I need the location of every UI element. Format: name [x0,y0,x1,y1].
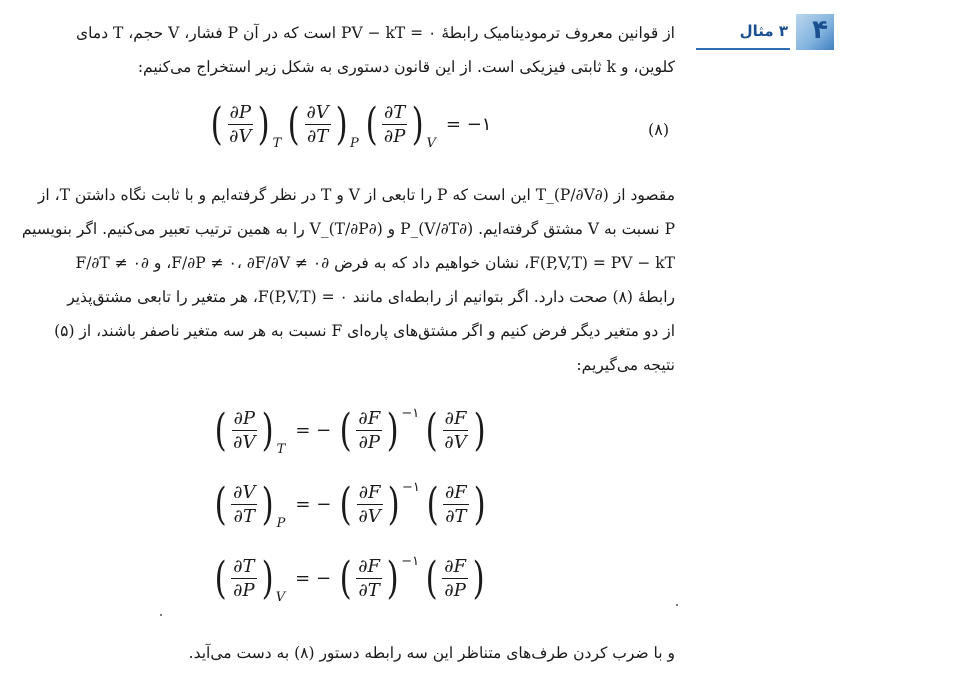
subscript-p: P [349,136,359,151]
equation-rhs: = −۱ [445,114,492,135]
fraction: $\frac{\partial F}{\partial P}$ [358,408,381,453]
fraction: $\frac{\partial V}{\partial T}$ [233,482,256,527]
fraction: $\frac{\partial F}{\partial V}$ [444,408,467,453]
subscript-v: V [426,136,436,151]
equals-minus: = − [295,494,332,515]
exponent: −۱ [401,406,420,421]
example-label: ۳ مثال [739,22,788,40]
subscript-t: T [272,136,282,151]
fraction: $\frac{\partial T}{\partial P}$ [233,556,255,601]
equation-8: ( $\frac{\partial P}{\partial V}$ ) T ( $\frac{\partial V}{\partial T}$ ) P ( $\frac{\partial T}{\partial P}$ ) V = −۱ [210,98,492,151]
body-line-5: از دو متغیر دیگر فرض کنیم و اگر مشتق‌های پاره‌ای F نسبت به هر سه متغیر ناصفر باشند، از (۵) [54,322,675,340]
system-equation-1: ( $\frac{\partial P}{\partial V}$ ) T = − ( $\frac{\partial F}{\partial P}$ ) −۱ ( $\frac{\partial F}{\partial V}$ ) [214,404,486,457]
body-line-3: F(P,V,T) = PV − kT، نشان خواهیم داد که به فرض ∂F/∂P ≠ ۰، ∂F/∂V ≠ ۰، و ∂F/∂T ≠ ۰ [75,254,675,272]
equals-minus: = − [295,568,332,589]
fraction-dt-dp: $\frac{\partial T}{\partial P}$ [383,102,406,147]
fraction: $\frac{\partial F}{\partial V}$ [358,482,381,527]
equation-number-8: (۸) [648,120,670,139]
system-equation-2: ( $\frac{\partial V}{\partial T}$ ) P = − ( $\frac{\partial F}{\partial V}$ ) −۱ ( $\frac{\partial F}{\partial T}$ ) [214,478,486,531]
intro-line-1: از قوانین معروف ترمودینامیک رابطهٔ PV − kT = ۰ است که در آن P فشار، V حجم، T دمای [76,24,675,42]
exponent: −۱ [401,480,420,495]
exponent: −۱ [401,554,420,569]
subscript: P [276,516,286,531]
fraction-dv-dt: $\frac{\partial V}{\partial T}$ [306,102,329,147]
chapter-number: ۴ [812,15,828,45]
closing-line: و با ضرب کردن طرف‌های متناظر این سه رابطه دستور (۸) به دست می‌آید. [188,644,675,662]
closing-paragraph [20,636,675,670]
subscript: T [276,442,286,457]
body-paragraph [20,178,675,382]
intro-line-2: کلوین، و k ثابتی فیزیکی است. از این قانون دستوری به شکل زیر استخراج می‌کنیم: [137,58,675,76]
system-equation-3: ( $\frac{\partial T}{\partial P}$ ) V = − ( $\frac{\partial F}{\partial T}$ ) −۱ ( $\frac{\partial F}{\partial P}$ ) [214,552,485,605]
fraction: $\frac{\partial F}{\partial T}$ [358,556,381,601]
subscript: V [275,590,286,605]
intro-paragraph [20,16,675,84]
fraction: $\frac{\partial F}{\partial P}$ [444,556,467,601]
body-line-2: P نسبت به V مشتق گرفته‌ایم. (∂V/∂T)_P و (∂T/∂P)_V را به همین ترتیب تعبیر می‌کنیم. اگر بنویسیم [21,220,675,238]
fraction: $\frac{\partial P}{\partial V}$ [233,408,256,453]
fraction-dp-dv: $\frac{\partial P}{\partial V}$ [229,102,252,147]
body-line-1: مقصود از (∂P/∂V)_T این است که P را تابعی از V و T در نظر گرفته‌ایم و با ثابت نگاه داشتن T، از [37,186,675,204]
chapter-number-box [796,14,834,50]
body-line-6: نتیجه می‌گیریم: [576,356,675,374]
scan-speck [676,604,678,606]
body-line-4: رابطهٔ (۸) صحت دارد. اگر بتوانیم از رابطه‌ای مانند F(P,V,T) = ۰، هر متغیر را تابعی مشتق‌پذیر [67,288,675,306]
example-underline [696,48,790,50]
equals-minus: = − [295,420,332,441]
scan-speck [160,614,162,616]
example-badge [690,14,834,54]
fraction: $\frac{\partial F}{\partial T}$ [445,482,467,527]
